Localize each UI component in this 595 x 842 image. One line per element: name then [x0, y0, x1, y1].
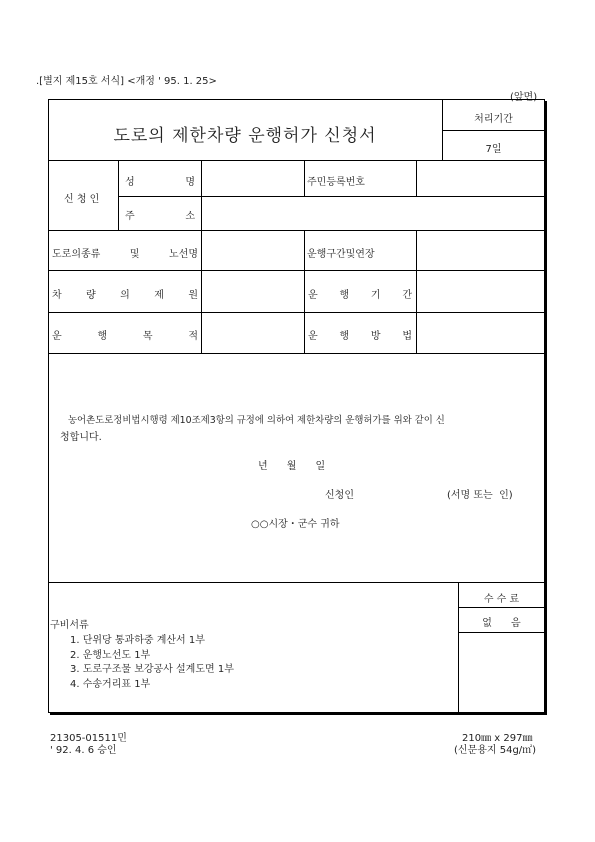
doc-item-3: 3. 도로구조물 보강공사 설계도면 1부	[70, 664, 234, 675]
addressee: ○○시장・군수 귀하	[251, 519, 340, 530]
paper-size: 210㎜ x 297㎜	[462, 733, 533, 744]
frame-shadow-right	[545, 101, 547, 715]
processing-period-label: 처리기간	[474, 114, 513, 125]
date-line: 년 월 일	[258, 461, 326, 472]
doc-item-1: 1. 단위당 통과하중 계산서 1부	[70, 635, 205, 646]
vehicle-specs-label: 차 량 의 제 원	[52, 290, 198, 301]
road-type-label: 도로의종류 및 노선명	[52, 249, 198, 260]
purpose-label: 운 행 목 적	[52, 331, 198, 342]
fee-label: 수 수 료	[483, 594, 520, 605]
form-title: 도로의 제한차량 운행허가 신청서	[113, 126, 377, 146]
footer-approval: ' 92. 4. 6 승인	[50, 745, 117, 756]
fee-value: 없 음	[482, 618, 521, 629]
applicant-sign: 신청인	[325, 490, 354, 501]
route-section-label: 운행구간및연장	[307, 249, 375, 260]
form-number: .[별지 제15호 서식] <개정 ' 95. 1. 25>	[36, 76, 217, 87]
signature-note: (서명 또는 인)	[447, 490, 513, 501]
paper-type: (신문용지 54g/㎡)	[454, 745, 537, 756]
address-label: 주 소	[125, 211, 195, 222]
frame-shadow-bottom	[50, 713, 547, 715]
page-side: (앞면)	[510, 92, 538, 103]
doc-item-4: 4. 수송거리표 1부	[70, 679, 151, 690]
processing-period-value: 7일	[485, 144, 502, 155]
name-label: 성 명	[125, 177, 195, 188]
doc-item-2: 2. 운행노선도 1부	[70, 650, 151, 661]
body-text-line2: 청합니다.	[60, 432, 102, 443]
resident-number-label: 주민등록번호	[307, 177, 365, 188]
method-label: 운 행 방 법	[308, 331, 412, 342]
applicant-label: 신 청 인	[64, 194, 100, 205]
docs-label: 구비서류	[50, 620, 89, 631]
body-text-line1: 농어촌도로정비법시행령 제10조제3항의 규정에 의하여 제한차량의 운행허가를 위와 같이 신	[68, 415, 445, 426]
period-label: 운 행 기 간	[308, 290, 412, 301]
footer-code: 21305-01511민	[50, 733, 127, 744]
